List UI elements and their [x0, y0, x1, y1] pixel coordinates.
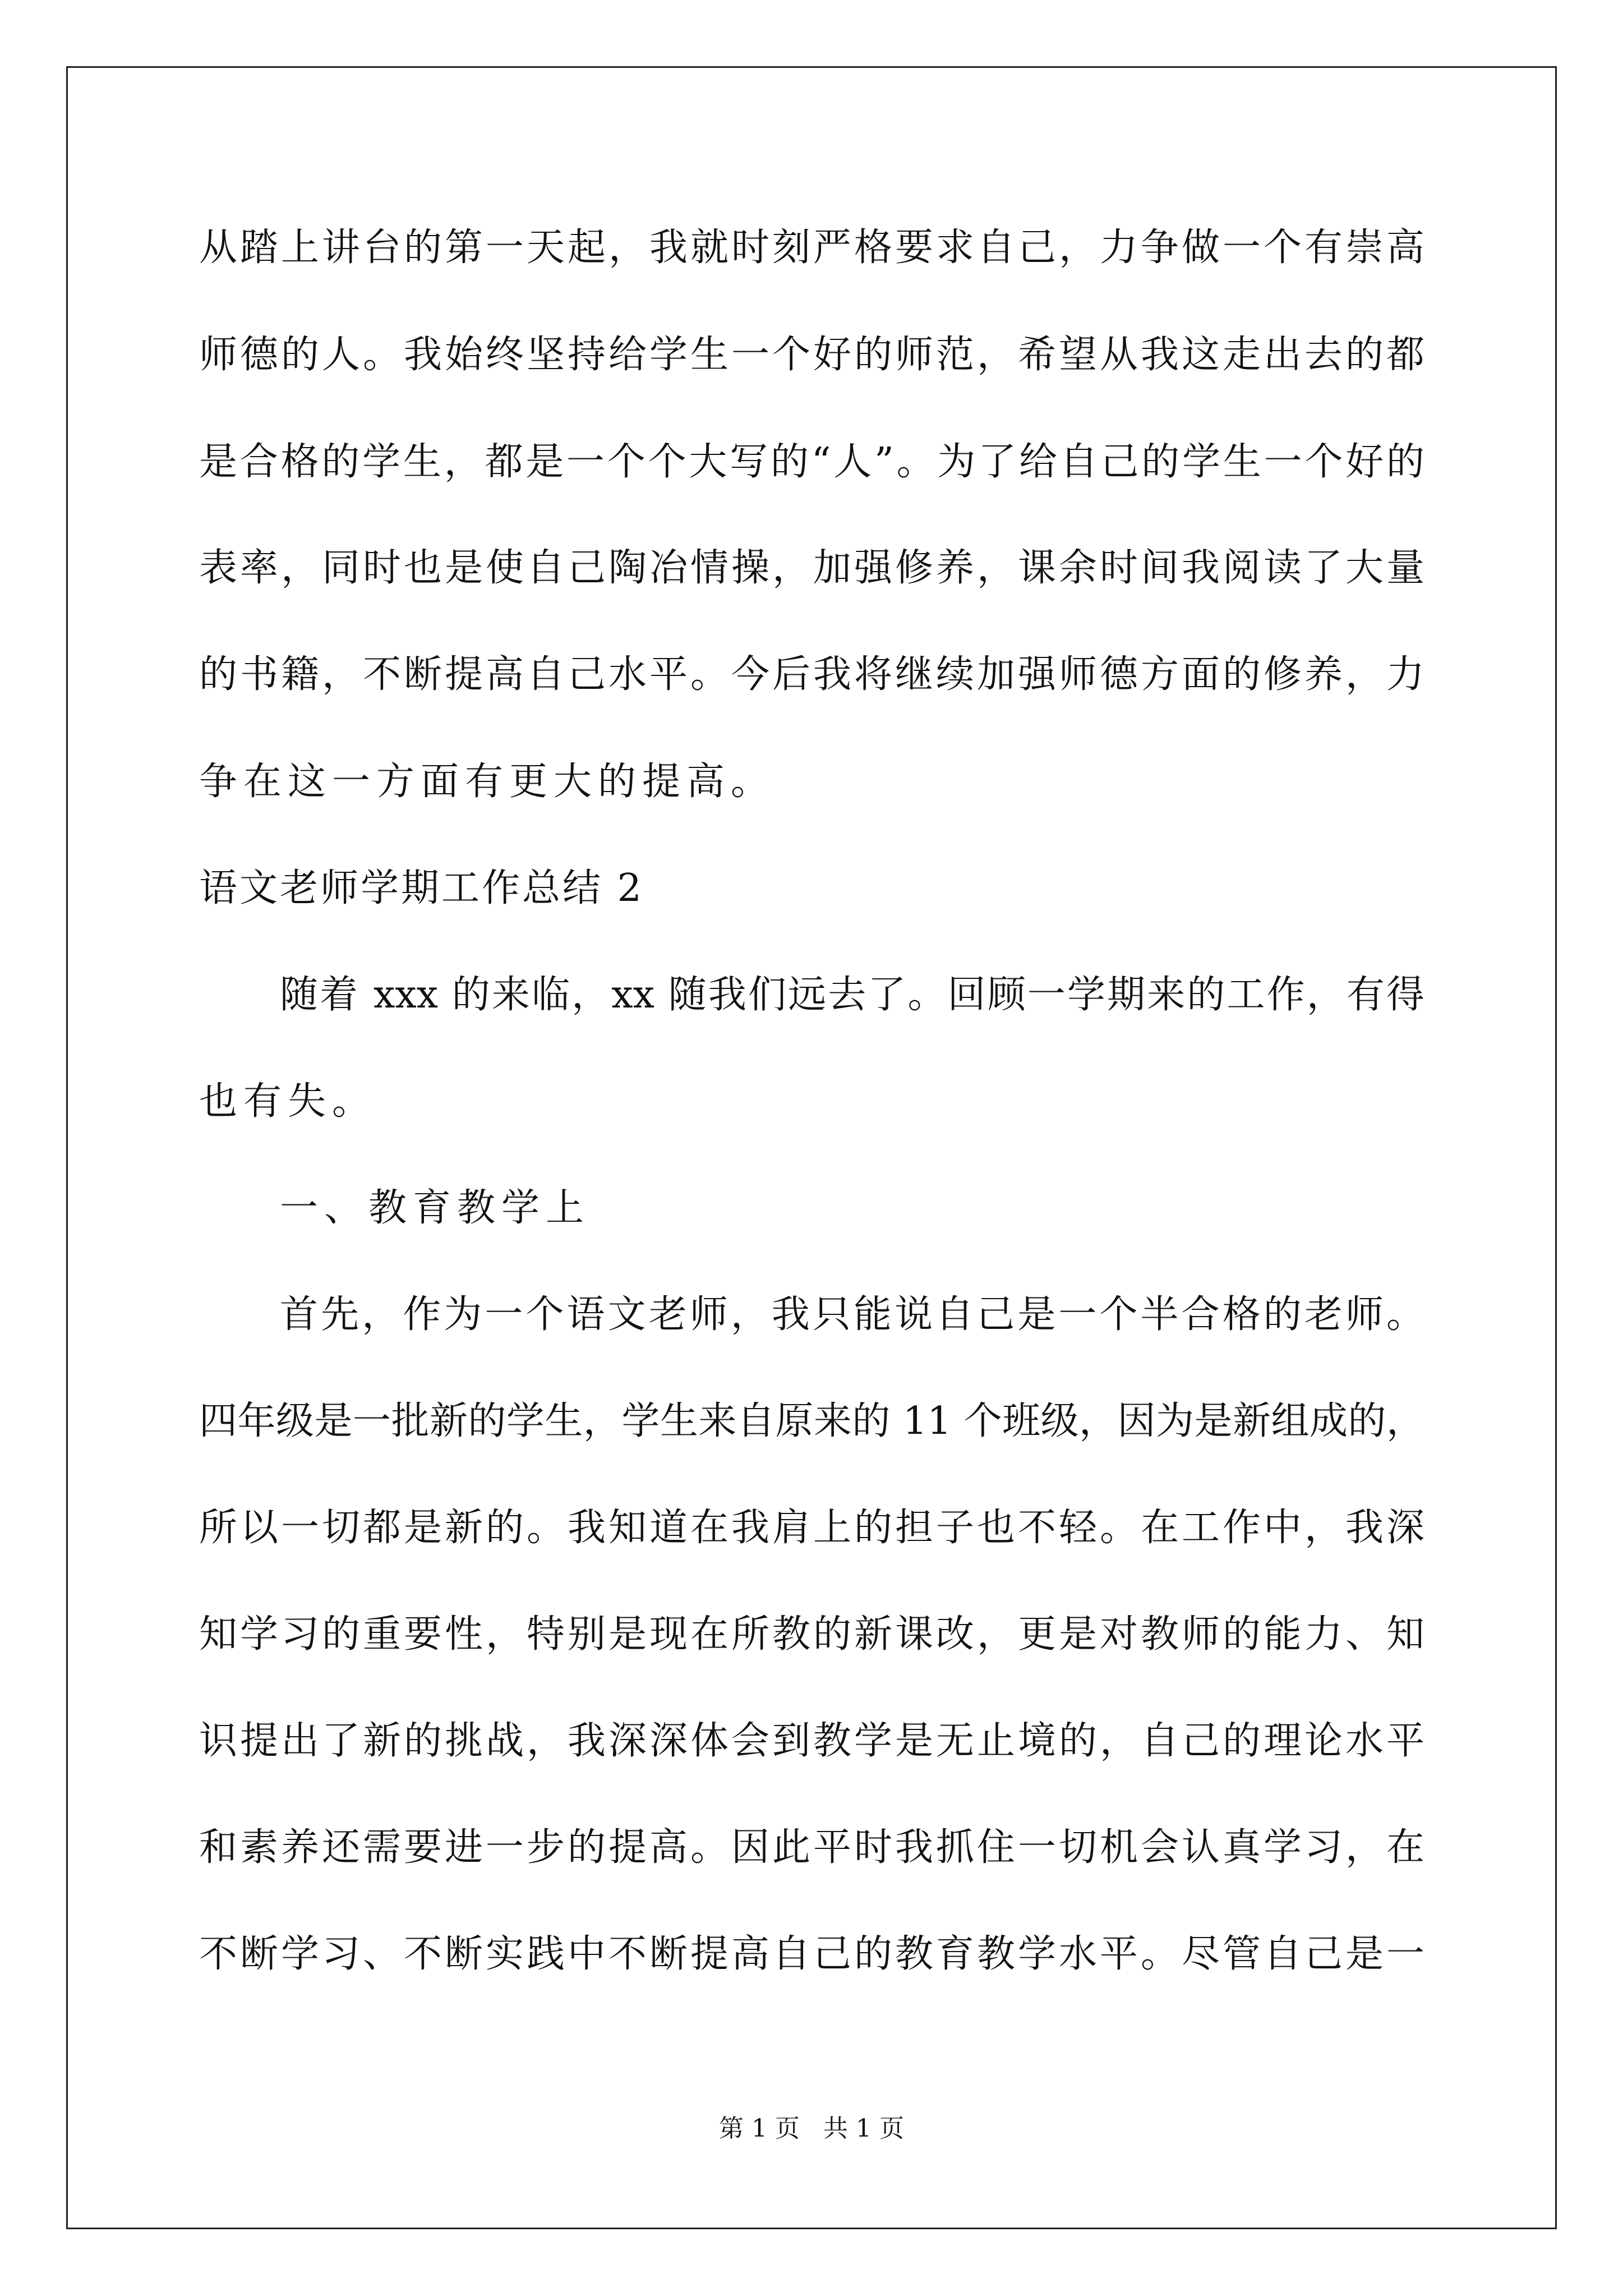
text-line: 是合格的学生，都是一个个大写的“人”。为了给自己的学生一个好的: [199, 440, 1424, 484]
text-line: 知学习的重要性，特别是现在所教的新课改，更是对教师的能力、知: [199, 1612, 1424, 1657]
text-line: 所以一切都是新的。我知道在我肩上的担子也不轻。在工作中，我深: [199, 1506, 1424, 1550]
text-line: 四年级是一批新的学生，学生来自原来的 11 个班级，因为是新组成的，: [199, 1399, 1424, 1443]
text-line: 的书籍，不断提高自己水平。今后我将继续加强师德方面的修养，力: [199, 652, 1424, 697]
subsection-heading: 一、教育教学上: [280, 1186, 591, 1230]
text-line: 识提出了新的挑战，我深深体会到教学是无止境的，自己的理论水平: [199, 1719, 1424, 1763]
text-line: 从踏上讲台的第一天起，我就时刻严格要求自己，力争做一个有崇高: [199, 226, 1424, 270]
text-line: 师德的人。我始终坚持给学生一个好的师范，希望从我这走出去的都: [199, 333, 1424, 377]
section-heading: 语文老师学期工作总结 2: [199, 866, 644, 910]
text-line: 首先，作为一个语文老师，我只能说自己是一个半合格的老师。: [280, 1292, 1424, 1337]
text-line: 也有失。: [199, 1079, 377, 1124]
text-line: 和素养还需要进一步的提高。因此平时我抓住一切机会认真学习，在: [199, 1825, 1424, 1870]
text-line: 表率，同时也是使自己陶冶情操，加强修养，课余时间我阅读了大量: [199, 546, 1424, 590]
page-footer: 第 1 页 共 1 页: [719, 2114, 904, 2143]
text-line: 不断学习、不断实践中不断提高自己的教育教学水平。尽管自己是一: [199, 1932, 1424, 1976]
text-line: 随着 xxx 的来临，xx 随我们远去了。回顾一学期来的工作，有得: [280, 973, 1424, 1017]
page-border: [66, 66, 1557, 2229]
text-line: 争在这一方面有更大的提高。: [199, 760, 776, 804]
